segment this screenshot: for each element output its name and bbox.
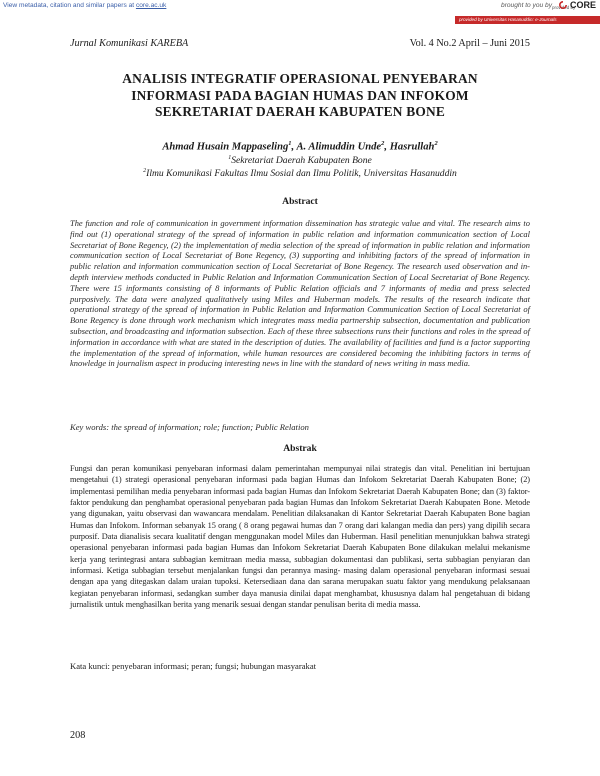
core-link[interactable]: core.ac.uk <box>135 2 167 9</box>
kata-kunci: Kata kunci: penyebaran informasi; peran; fungsi; hubungan masyarakat <box>70 661 317 671</box>
core-banner <box>0 0 600 12</box>
author-affil-mark: 2 <box>381 140 385 147</box>
author-separator: , <box>384 141 390 153</box>
core-logo[interactable] <box>552 0 596 12</box>
abstract-body: The function and role of communication in government information dissemination has strategic value and vital. The research aims to find out (1) operational strategy of the spread of information in public relation and information communication section of Local Secretariat of Bone Regency, (2) the implementation of media selection of the spread of information in public relation and information communication section of Local Secretariat of Bone Regency, (3) supporting and inhibiting factors of the spread of information in public relation and information communication section of Local Secretariat of Bone Regency. The research used observation and in-depth interview methods conducted in Public Relation and Information Communication Section of Local Secretariat of Bone Regency. There were 15 informants consisting of 8 informants of Public Relation officials and 7 informants of media and press selected purposively. The data were analyzed qualitatively using Miles and Huberman models. The results of the research indicate that operational strategy of the spread of information in Public Relation and Information Communication Section of Local Secretariat of Bone Regency is done through work mechanism which integrates mass media partnership subsection, documentation and publication subsection, and broadcasting and information subsection. Each of these three subsections runs their functions and roles in the spread of information in accordance with what are stated in the description of duties. The availability of facilities and fund is a factor supporting the implementation of the spread of information, while human resources are considered becoming the inhibiting factors in terms of knowledge in journalism aspect in producing interesting news in line with the standard of news writing in mass media. <box>70 218 530 369</box>
affiliation-text: Ilmu Komunikasi Fakultas Ilmu Sosial dan Ilmu Politik, Universitas Hasanuddin <box>146 168 457 180</box>
author-separator: , <box>291 141 297 153</box>
author-affil-mark: 1 <box>288 140 292 147</box>
affiliation <box>60 168 540 179</box>
keywords: Key words: the spread of information; role; function; Public Relation <box>70 422 309 432</box>
author-list <box>60 140 540 153</box>
affiliation-mark: 2 <box>143 168 147 174</box>
title-line: ANALISIS INTEGRATIF OPERASIONAL PENYEBARAN <box>122 71 478 86</box>
paper-title <box>60 71 540 121</box>
affiliation-mark: 1 <box>228 155 232 161</box>
author-affil-mark: 2 <box>434 140 438 147</box>
abstract-heading: Abstract <box>282 196 318 207</box>
core-brand: CORE <box>569 0 596 10</box>
author-name: Hasrullah <box>389 141 435 153</box>
title-line: SEKRETARIAT DAERAH KABUPATEN BONE <box>155 104 445 119</box>
provided-by-bar[interactable]: provided by Universitas Hasanuddin: e-Journals <box>455 16 600 24</box>
abstrak-heading: Abstrak <box>283 443 317 454</box>
metadata-text: View metadata, citation and similar papers at <box>3 2 135 9</box>
abstrak-body: Fungsi dan peran komunikasi penyebaran informasi dalam pemerintahan mempunyai nilai strategis dan vital. Penelitian ini bertujuan mengetahui (1) strategi operasional penyebaran informasi pada bagian Humas dan Infokom Sekretariat Daerah Kabupaten Bone; (2) implementasi pemilihan media penyebaran informasi pada bagian Humas dan Infokom Sekretariat Daerah Kabupaten Bone; dan (3) faktor-faktor pendukung dan penghambat operasional penyebaran pada bagian Humas dan Infokom Sekretariat Daerah Kabupaten Bone. Metode yang digunakan, yaitu observasi dan wawancara mendalam. Penelitian dilaksanakan di Kantor Sekretariat Daerah Kabupaten Bone bagian Humas dan Infokom. Informan sebanyak 15 orang ( 8 orang pegawai humas dan 7 orang dari kalangan media dan pers) yang dipilih secara purposif. Data dianalisis secara kualitatif dengan menggunakan model Miles dan Huberman. Hasil penelitian menunjukkan bahwa strategi operasional penyebaran informasi pada bagian Humas dan Infokom Sekretariat Daerah Kabupaten Bone dilakukan melalui mekanisme kerja yang terintegrasi antara subbagian kemitraan media massa, subbagian dokumentasi dan publikasi, serta subbagian penyiaran dan informasi. Ketiga subbagian tersebut menjalankan fungsi dan perannya masing- masing dalam operasional penyebaran informasi sesuai dengan apa yang ditegaskan dalam uraian tupoksi. Ketersediaan dana dan sarana merupakan suatu faktor yang mendukung pelaksanaan kegiatan penyebaran informasi, sedangkan sumber daya manusia dinilai dapat menghambat, khususnya dalam hal pengetahuan di bidang jurnalistik untuk menghasilkan berita yang menarik sesuai dengan standar penulisan berita di media massa. <box>70 464 530 610</box>
core-logo-icon <box>559 1 567 9</box>
core-logo-prefix: provided by <box>552 5 576 10</box>
journal-name: Jurnal Komunikasi KAREBA <box>70 38 189 49</box>
volume-info: Vol. 4 No.2 April – Juni 2015 <box>409 38 530 49</box>
title-line: INFORMASI PADA BAGIAN HUMAS DAN INFOKOM <box>131 87 469 103</box>
author-name: Ahmad Husain Mappaseling <box>162 141 289 153</box>
metadata-notice <box>3 2 166 9</box>
author-name: A. Alimuddin Unde <box>296 141 382 153</box>
page-number: 208 <box>70 730 86 741</box>
affiliation <box>60 155 540 166</box>
brought-by-text: brought to you by <box>501 2 552 9</box>
affiliation-text: Sekretariat Daerah Kabupaten Bone <box>231 155 372 167</box>
